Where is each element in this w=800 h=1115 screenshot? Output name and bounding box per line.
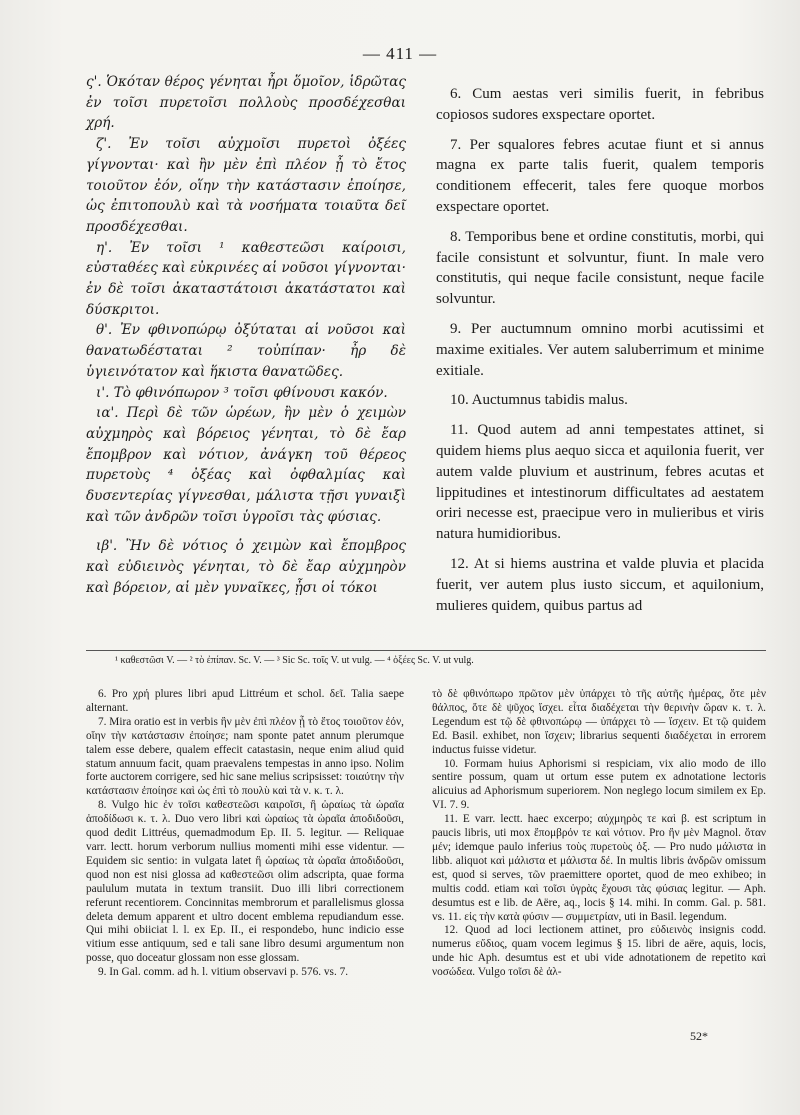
commentary-note: 9. In Gal. comm. ad h. l. vitium observavi p. 576. vs. 7.	[98, 966, 349, 979]
greek-aphorism: ζ'. Ἐν τοῖσι αὐχμοῖσι πυρετοὶ ὀξέες γίγνονται· καὶ ἢν μὲν ἐπὶ πλέον ᾖ τὸ ἔτος τοιοῦτον ἐόν, οἵην τὴν κατάστασιν ἐποίησε, ὡς ἐπιτοπουλὺ καὶ τὰ νοσήματα τοιαῦτα δεῖ προσδέχεσθαι.	[86, 136, 406, 235]
greek-aphorism: θ'. Ἐν φθινοπώρῳ ὀξύταται αἱ νοῦσοι καὶ θανατωδέσταται ² τοὐπίπαν· ἦρ δὲ ὑγιεινότατον καὶ ἥκιστα θανατῶδες.	[86, 322, 406, 380]
commentary-note: 6. Pro χρή plures libri apud Littréum et schol. δεῖ. Talia saepe alternant.	[86, 688, 404, 714]
signature-mark: 52*	[690, 1029, 708, 1043]
commentary-note: 10. Formam huius Aphorismi si respiciam, vix alio modo de illo sentire possum, quam ut ortum esse putem ex adnotatione lectoris alicuius ad Aphorismum superiorem. Non neglego locum similem ex Ep. VI. 7. 9.	[432, 757, 766, 812]
footnote-divider	[86, 650, 766, 651]
commentary-note: 8. Vulgo hic ἐν τοῖσι καθεστεῶσι καιροῖσι, ἢ ὡραίως τὰ ὡραῖα ἀποδίδωσι κ. τ. λ. Duo vero libri καὶ ὡραίως τὰ ὡραῖα ἀποδιδοῦσι, quod dedit Littréus, quemadmodum Ep. II. 5. legitur. — Reliquae varr. lectt. horum verborum nullius momenti mihi esse videntur. — Equidem sic sentio: in vulgata latet ἢ ὡραίως τὰ ὡραῖα ἀποδιδοῦσι, quod non est nisi glossa ad καθεστεῶσι olim adscripta, quae forma paululum mutata in textum transiit. Duo illi libri correctionem referunt recentiorem. Concinnitas membrorum et parallelismus glossa deleta demum apparent et ultro docent emblema repudiandum esse. Qui mihi obiiciat l. l. ex Ep. II., ei respondebo, hunc indicio esse vitium esse antiquum, sed e tali sane libro desumi argumentum non posse, quo doceatur glossam non esse glossam.	[86, 799, 404, 965]
latin-aphorism: 9. Per auctumnum omnino morbi acutissimi et maxime exitiales. Ver autem saluberrimum et minime exitiale.	[436, 320, 764, 379]
commentary-note: 7. Mira oratio est in verbis ἢν μὲν ἐπὶ πλέον ᾖ τὸ ἔτος τοιοῦτον ἐόν, οἵην τὴν κατάστασιν ἐποίησε; nam sponte patet annum plerumque talem esse debere, qualem effecit catastasin, neque enim aliud quid statum annuum facit, quam praevalens tempestas in anno ipso. Nolim forte auctorem corrigere, sed hic sane melius scripsisset: τοιαύτην τὴν κατάστασιν ἐποίησε καὶ ὡς ἐπὶ τὸ πουλὺ καὶ τὰ ν. κ. τ. λ.	[86, 715, 404, 798]
commentary-note: 12. Quod ad loci lectionem attinet, pro εὐδιεινὸς insignis codd. numerus εὔδιος, quam vocem legimus § 15. libri de aëre, aquis, locis, unde hic Aph. desumtus est et ubi vide adnotationem de repetito καὶ νοσώδεα. Vulgo τοῖσι δὲ ἀλ-	[432, 924, 766, 979]
latin-aphorism: 12. At si hiems austrina et valde pluvia et placida fuerit, ver autem plus iusto siccum, et aquilonium, mulieres quidem, quibus partus ad	[436, 555, 764, 614]
latin-column	[436, 84, 764, 625]
latin-aphorism: 6. Cum aestas veri similis fuerit, in febribus copiosos sudores exspectare oportet.	[436, 86, 764, 123]
commentary-note: 11. E varr. lectt. haec excerpo; αὐχμηρὸς τε καὶ β. est scriptum in paucis libris, uti mox ἔπομβρόν τε καὶ νότιον. Pro ἢν μὲν Magnol. ὅταν μέν; idemque paulo inferius τοὺς πυρετοὺς ὀξ. — Pro nudo μάλιστα in libb. aliquot καὶ μάλιστα et μάλιστα δέ. In multis libris ἀνδρῶν omissum est, quod si serves, τῶν praemittere oportet, quod de meo exhibeo; in multis codd. etiam καὶ τοῖσι ὑγρὰς ἔχουσι τὰς φύσιας legitur. — Aph. desumtus est e lib. de Aëre, aq., locis § 14. mihi. In comm. Gal. p. 581. vs. 11. εἰς τὴν κατὰ φύσιν — συμμετρίαν, uti in Basil. legendum.	[432, 813, 766, 923]
commentary-left	[86, 688, 404, 980]
latin-aphorism: 11. Quod autem ad anni tempestates attinet, si quidem hiems plus aequo sicca et aquilonia fuerit, ver autem valde pluvium et austrinum, febres acutas et lippitudines et intestinorum difficultates ad aestatem oriri necesse est, praecipue vero in mulieribus et viris natura humidioribus.	[436, 422, 764, 543]
greek-aphorism: ς'. Ὁκόταν θέρος γένηται ἦρι ὅμοῖον, ἱδρῶτας ἐν τοῖσι πυρετοῖσι πολλοὺς προσδέχεσθαι χρή.	[86, 74, 406, 132]
greek-aphorism: η'. Ἐν τοῖσι ¹ καθεστεῶσι καίροισι, εὐσταθέες καὶ εὐκρινέες αἱ νοῦσοι γίγνονται· ἐν δὲ τοῖσι ἀκαταστάτοισι ἀκατάστατοι καὶ δύσκριτοι.	[86, 239, 406, 318]
greek-aphorism: ιβ'. Ἢν δὲ νότιος ὁ χειμὼν καὶ ἔπομβρος καὶ εὐδιεινὸς γένηται, τὸ δὲ ἔαρ αὐχμηρὸν καὶ βόρειον, αἱ μὲν γυναῖκες, ᾖσι οἱ τόκοι	[86, 538, 406, 596]
greek-aphorism: ι'. Τὸ φθινόπωρον ³ τοῖσι φθίνουσι κακόν.	[96, 384, 388, 401]
page-number: — 411 —	[362, 44, 438, 63]
greek-aphorism: ια'. Περὶ δὲ τῶν ὡρέων, ἢν μὲν ὁ χειμὼν αὐχμηρὸς καὶ βόρειος γένηται, τὸ δὲ ἔαρ ἔπομβρον καὶ νότιον, ἀνάγκη τοῦ θέρεος πυρετοὺς ⁴ ὀξέας καὶ ὀφθαλμίας καὶ δυσεντερίας γίγνεσθαι, μάλιστα τῇσι γυναιξὶ καὶ τῶν ἀνδρῶν τοῖσι ὑγροῖσι τὰς φύσιας.	[86, 405, 406, 525]
footnote-variants: ¹ καθεστῶσι V. — ² τὸ ἐπίπαν. Sc. V. — ³ Sic Sc. τοῖς V. ut vulg. — ⁴ ὀξέες Sc. V. ut vulg.	[115, 655, 474, 666]
greek-column	[86, 72, 406, 599]
commentary-right	[432, 688, 766, 980]
latin-aphorism: 8. Temporibus bene et ordine constitutis, morbi, qui facile consistunt et solvuntur, fiunt. In male vero constitutis, qui neque facile consistunt, neque facile solvuntur.	[436, 228, 764, 308]
latin-aphorism: 7. Per squalores febres acutae fiunt et si annus magna ex parte talis fuerit, qualem temporis conditionem effecerit, tales fere quoque morbos exspectare oportet.	[436, 136, 764, 215]
latin-aphorism: 10. Auctumnus tabidis malus.	[450, 392, 628, 409]
commentary-note: τὸ δὲ φθινόπωρο πρῶτον μὲν ὑπάρχει τὸ τῆς αὐτῆς ἡμέρας, ὅτε μὲν θάλπος, ὅτε δὲ ψῦχος ἴσχει. εἶτα διαδέχεται τὴν θερινὴν ὥραν κ. τ. λ. Legendum est τῷ δὲ φθινοπώρῳ — ὑπάρχει τὸ — ἴσχειν. Et τῷ quidem Ed. Basil. exhibet, non ἴσχειν; librarius sequenti διαδέχεται in errorem inductus fuisse videtur.	[432, 688, 766, 756]
